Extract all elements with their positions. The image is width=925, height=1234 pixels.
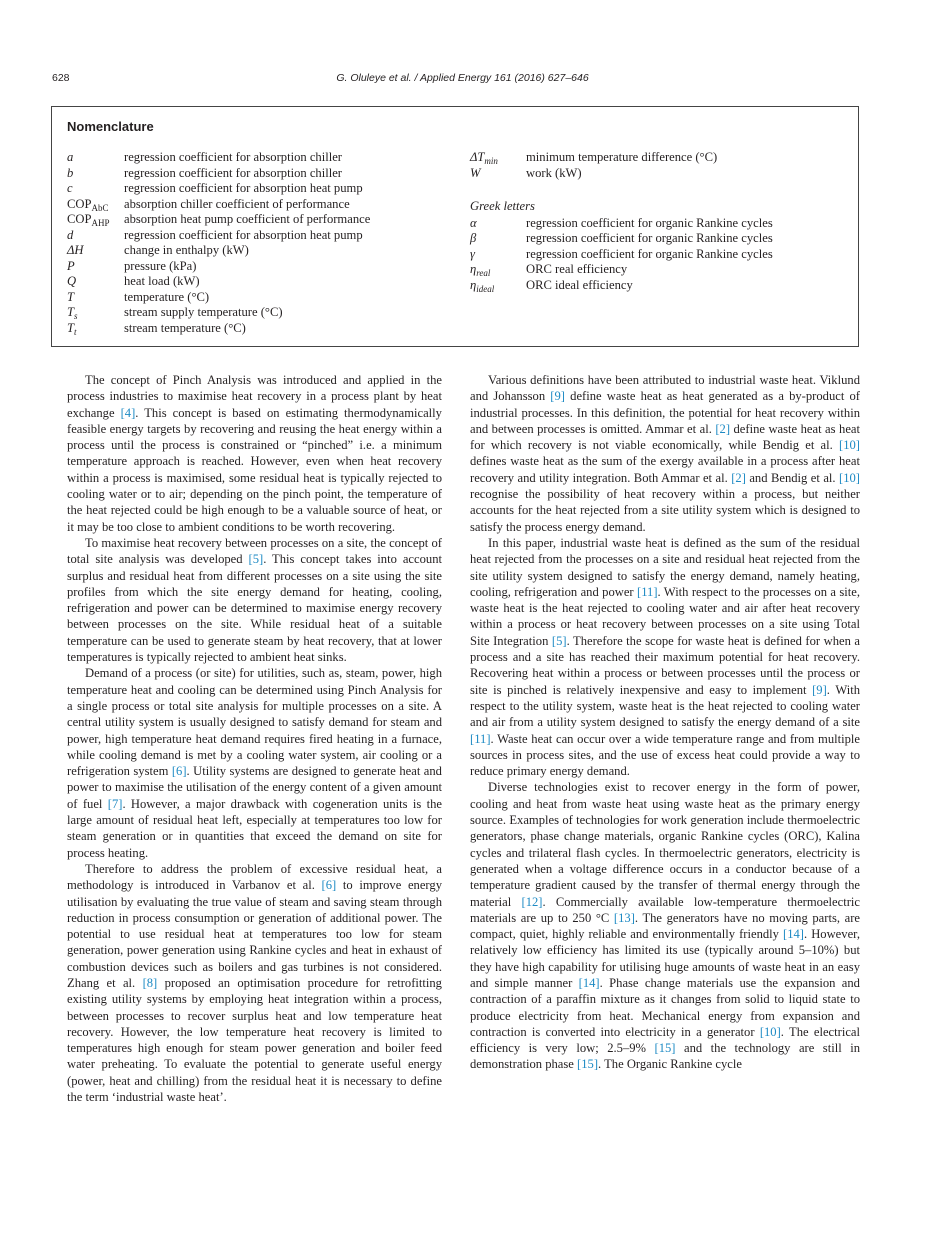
body-paragraph xyxy=(470,779,860,1072)
citation-link[interactable]: [9] xyxy=(812,682,827,697)
nomenclature-definition: regression coefficient for absorption chiller xyxy=(124,165,342,180)
body-paragraph xyxy=(470,372,860,535)
nomenclature-symbol xyxy=(67,166,124,182)
symbol-base: a xyxy=(67,150,74,164)
symbol-subscript: ideal xyxy=(476,283,495,294)
greek-letters-heading: Greek letters xyxy=(470,198,535,213)
nomenclature-entry xyxy=(67,290,370,306)
symbol-base: ΔT xyxy=(470,150,485,164)
symbol-base: c xyxy=(67,181,73,195)
nomenclature-greek xyxy=(470,216,773,294)
body-text: Various definitions have been attributed to industrial waste heat. Viklund and Johansson xyxy=(470,373,860,404)
nomenclature-entry xyxy=(470,247,773,263)
nomenclature-definition: regression coefficient for organic Rankine cycles xyxy=(526,231,773,245)
nomenclature-symbol xyxy=(470,216,526,232)
symbol-subscript: min xyxy=(484,156,498,166)
symbol-subscript: s xyxy=(74,311,78,321)
nomenclature-symbol xyxy=(67,197,124,213)
nomenclature-entry xyxy=(67,212,370,228)
nomenclature-definition: regression coefficient for absorption heat pump xyxy=(124,181,363,195)
page-number: 628 xyxy=(52,72,70,84)
body-paragraph xyxy=(470,535,860,779)
citation-link[interactable]: [14] xyxy=(578,975,600,990)
nomenclature-title: Nomenclature xyxy=(67,119,154,134)
citation-link[interactable]: [7] xyxy=(107,796,123,811)
body-text: . The generators have no moving parts, are compact, quiet, highly reliable and environmentally friendly xyxy=(470,910,860,942)
nomenclature-definition: absorption heat pump coefficient of performance xyxy=(124,212,371,226)
body-text: Diverse technologies exist to recover energy in the form of power, cooling and heat from waste heat using waste heat as the primary energy source. Examples of technologies for work generation include thermoelectric generators, phase change materials, organic Rankine cycles (ORC), Kalina cycles and trilateral flash cycles. In thermoelectric generators, electricity is generated when a voltage difference occurs in a conductor because of a temperature gradient caused by the transfer of thermal energy through the material xyxy=(470,780,860,909)
body-text: . This concept is based on estimating thermodynamically feasible energy targets by recovering and reusing the heat energy within a process until the process is constrained or “pinched” i.e. a minimum temperature approach is reached. However, even when heat recovery within a process is maximised, some residual heat is typically rejected to cooling water or to air; depending on the pinch point, the temperature of the heat rejected could be high enough to be a valuable source of heat, or it may be too close to ambient conditions to be worth recovering. xyxy=(67,405,442,534)
nomenclature-entry xyxy=(67,243,370,259)
symbol-base: γ xyxy=(470,246,475,261)
nomenclature-definition: pressure (kPa) xyxy=(124,258,197,273)
nomenclature-definition: ORC ideal efficiency xyxy=(526,277,633,292)
body-right-column xyxy=(470,372,860,1073)
body-text: proposed an optimisation procedure for retrofitting existing utility systems by employing heat integration within a process, between processes to recover surplus heat and low temperature heat recovery. However, the low temperature heat recovery is limited to temperatures high enough for steam power generation and boiler feed water preheating. To evaluate the potential to generate useful energy (power, heat and chilling) from the residual heat it is necessary to define the term ‘industrial waste heat’. xyxy=(67,975,442,1105)
body-paragraph xyxy=(67,861,442,1105)
citation-link[interactable]: [4] xyxy=(120,405,136,420)
nomenclature-definition: heat load (kW) xyxy=(124,274,200,288)
symbol-base: b xyxy=(67,165,74,180)
nomenclature-symbol xyxy=(67,181,124,197)
nomenclature-definition: stream temperature (°C) xyxy=(124,320,246,335)
symbol-base: COP xyxy=(67,212,92,226)
citation-link[interactable]: [13] xyxy=(613,910,635,925)
citation-link[interactable]: [6] xyxy=(171,764,187,779)
body-text: . Phase change materials use the expansion and contraction of a paraffin mixture as it changes from solid to liquid state to produce electricity from heat. Mechanical energy from expansion and contraction is converted into electricity in a generator xyxy=(470,975,860,1039)
symbol-base: P xyxy=(67,258,75,273)
body-text: to improve energy utilisation by evaluating the true value of steam and saving steam through reduction in process consumption or generation of additional power. The potential to use residual heat at temperatures too low for steam generation, power generation using Rankine cycles and heat in exhaust of combustion devices such as boilers and gas turbines is not considered. Zhang et al. xyxy=(67,878,442,990)
body-text: To maximise heat recovery between processes on a site, the concept of total site analysis was developed xyxy=(67,535,442,567)
citation-link[interactable]: [8] xyxy=(142,975,158,990)
nomenclature-symbol xyxy=(67,305,124,321)
body-text: . The electrical efficiency is very low; 2.5–9% xyxy=(470,1024,860,1056)
symbol-base: T xyxy=(67,320,75,335)
nomenclature-symbol xyxy=(470,231,526,247)
citation-link[interactable]: [5] xyxy=(248,552,264,567)
symbol-base: Q xyxy=(67,274,77,288)
nomenclature-definition: work (kW) xyxy=(526,165,582,180)
body-text: The concept of Pinch Analysis was introduced and applied in the process industries to maximise heat recovery in a process plant by heat exchange xyxy=(67,373,442,420)
nomenclature-symbol xyxy=(470,262,526,278)
body-text: . The Organic Rankine cycle xyxy=(598,1057,742,1072)
citation-link[interactable]: [15] xyxy=(577,1057,599,1072)
nomenclature-symbol xyxy=(470,150,526,166)
nomenclature-symbol xyxy=(67,228,124,244)
body-text: defines waste heat as the sum of the exergy available in a process after heat recovery and utility integration. Both Ammar et al. xyxy=(470,454,860,485)
running-head: G. Oluleye et al. / Applied Energy 161 (2016) 627–646 xyxy=(336,72,589,84)
body-text: . This concept takes into account surplus and residual heat from different processes on a site using the site profiles from which the site energy demand for heating, cooling, refrigeration and power can be determined to maximise energy recovery between processes on the site. While residual heat of a suitable temperature can be used to generate steam by heat recovery, that at lower temperatures is typically rejected to ambient heat sinks. xyxy=(67,552,442,665)
body-text: and Bendig et al. xyxy=(745,470,840,485)
citation-link[interactable]: [15] xyxy=(654,1041,676,1056)
nomenclature-entry xyxy=(470,166,773,182)
nomenclature-symbol xyxy=(67,243,124,259)
symbol-base: T xyxy=(67,305,75,319)
citation-link[interactable]: [6] xyxy=(321,878,337,893)
citation-link[interactable]: [11] xyxy=(637,584,658,599)
body-text: . Waste heat can occur over a wide temperature range and from multiple sources in process sites, and the use of excess heat could provide a way to reduce primary energy demand. xyxy=(470,731,860,779)
citation-link[interactable]: [10] xyxy=(839,438,860,453)
nomenclature-symbol xyxy=(67,150,124,166)
nomenclature-box xyxy=(51,106,859,347)
nomenclature-entry xyxy=(67,259,370,275)
citation-link[interactable]: [5] xyxy=(551,633,567,648)
nomenclature-definition: regression coefficient for absorption chiller xyxy=(124,150,342,164)
body-text: define waste heat as heat for which recovery is not viable economically, while Bendig et al. xyxy=(470,421,860,453)
nomenclature-entry xyxy=(67,166,370,182)
citation-link[interactable]: [11] xyxy=(470,731,491,746)
symbol-subscript: real xyxy=(476,268,491,278)
symbol-base: η xyxy=(470,262,477,276)
citation-link[interactable]: [12] xyxy=(521,894,543,909)
nomenclature-entry xyxy=(67,181,370,197)
nomenclature-definition: change in enthalpy (kW) xyxy=(124,243,249,257)
nomenclature-entry xyxy=(67,305,370,321)
nomenclature-right-column xyxy=(470,150,773,293)
nomenclature-symbol xyxy=(67,259,124,275)
citation-link[interactable]: [2] xyxy=(715,421,731,436)
citation-link[interactable]: [2] xyxy=(731,470,746,485)
nomenclature-left-column xyxy=(67,150,370,336)
nomenclature-symbol xyxy=(67,321,124,337)
body-text: . Therefore the scope for waste heat is defined for when a process and a site has reached their maximum potential for heat recovery. Recovering heat within a process or between processes until the process or site is pinched is relatively inexpensive and easy to implement xyxy=(470,633,860,697)
nomenclature-definition: ORC real efficiency xyxy=(526,262,628,276)
body-text: . Utility systems are designed to generate heat and power to maximise the utilisation of the energy content of a given amount of fuel xyxy=(67,764,442,811)
symbol-subscript: t xyxy=(74,326,77,337)
symbol-base: d xyxy=(67,227,74,242)
nomenclature-entry xyxy=(67,197,370,213)
nomenclature-symbol xyxy=(67,274,124,290)
symbol-base: ΔH xyxy=(67,243,84,257)
symbol-subscript: AHP xyxy=(91,218,110,228)
nomenclature-entry xyxy=(470,231,773,247)
nomenclature-symbol xyxy=(67,290,124,306)
symbol-base: T xyxy=(67,289,75,304)
body-text: Therefore to address the problem of excessive residual heat, a methodology is introduced in Varbanov et al. xyxy=(67,861,442,893)
nomenclature-symbol xyxy=(470,247,526,263)
nomenclature-entry xyxy=(470,150,773,166)
nomenclature-symbol xyxy=(470,278,526,294)
body-text: recognise the possibility of heat recovery within a process, but neither accounts for the heat rejected from a site utility system which is designed to satisfy the process energy demand. xyxy=(470,487,860,534)
nomenclature-definition: minimum temperature difference (°C) xyxy=(526,150,718,164)
nomenclature-definition: temperature (°C) xyxy=(124,289,210,304)
symbol-subscript: AbC xyxy=(91,202,109,213)
nomenclature-entry xyxy=(470,262,773,278)
nomenclature-entry xyxy=(67,274,370,290)
nomenclature-definition: regression coefficient for organic Rankine cycles xyxy=(526,246,773,261)
citation-link[interactable]: [14] xyxy=(783,927,804,942)
body-text: In this paper, industrial waste heat is defined as the sum of the residual heat rejected from the processes on a site and residual heat rejected from the site utility system designed to satisfy the energy demand, namely heating, cooling, refrigeration and power xyxy=(470,535,860,599)
nomenclature-entry xyxy=(470,278,773,294)
citation-link[interactable]: [9] xyxy=(550,389,565,404)
nomenclature-definition: stream supply temperature (°C) xyxy=(124,305,283,319)
body-text: . However, relatively low efficiency has limited its use (typically around 5–10%) but they have high capability for utilising huge amounts of waste heat in an easy and simple manner xyxy=(470,927,860,990)
nomenclature-entry xyxy=(67,228,370,244)
symbol-base: COP xyxy=(67,196,92,211)
nomenclature-definition: regression coefficient for absorption heat pump xyxy=(124,227,363,242)
body-text: . With respect to the processes on a site, waste heat is the heat rejected to cooling water and air after heat recovery within a process or heat recovery between processes on a site using Total Site Integration xyxy=(470,584,860,648)
body-text: define waste heat as heat generated as a by-product of industrial processes. In this definition, the potential for heat recovery within and between processes is omitted. Ammar et al. xyxy=(470,389,860,436)
nomenclature-latin-right xyxy=(470,150,773,181)
symbol-base: α xyxy=(470,215,477,230)
symbol-base: β xyxy=(470,231,477,245)
nomenclature-definition: regression coefficient for organic Rankine cycles xyxy=(526,215,773,230)
nomenclature-entry xyxy=(470,216,773,232)
body-left-column xyxy=(67,372,442,1105)
body-text: Demand of a process (or site) for utilities, such as, steam, power, high temperature heat and cooling can be determined using Pinch Analysis for a single process or total site analysis for multiple processes on a site. A central utility system is usually designed to satisfy demand for steam and power, high temperature heat demand requires fired heating in a furnace, while cooling demand is met by a cooling water system, air cooling or a refrigeration system xyxy=(67,666,442,779)
nomenclature-symbol xyxy=(67,212,124,228)
body-text: . However, a major drawback with cogeneration units is the large amount of residual heat left, especially at temperatures too low for steam generation or in quantities that exceed the demand on site for process heating. xyxy=(67,796,443,860)
body-text: . Commercially available low-temperature thermoelectric materials are up to 250 °C xyxy=(470,894,860,925)
body-paragraph xyxy=(67,372,442,535)
nomenclature-definition: absorption chiller coefficient of performance xyxy=(124,196,350,211)
symbol-base: η xyxy=(470,277,477,292)
body-paragraph xyxy=(67,665,442,861)
citation-link[interactable]: [10] xyxy=(839,470,860,485)
nomenclature-entry xyxy=(67,321,370,337)
body-paragraph xyxy=(67,535,442,665)
nomenclature-entry xyxy=(67,150,370,166)
nomenclature-symbol xyxy=(470,166,526,182)
symbol-base: W xyxy=(470,165,481,180)
citation-link[interactable]: [10] xyxy=(759,1024,781,1039)
body-text: . With respect to the utility system, waste heat is the heat rejected to cooling water and air from a utility system designed to satisfy the energy demand of a site xyxy=(470,682,860,730)
body-text: and the technology are still in demonstration phase xyxy=(470,1041,860,1072)
